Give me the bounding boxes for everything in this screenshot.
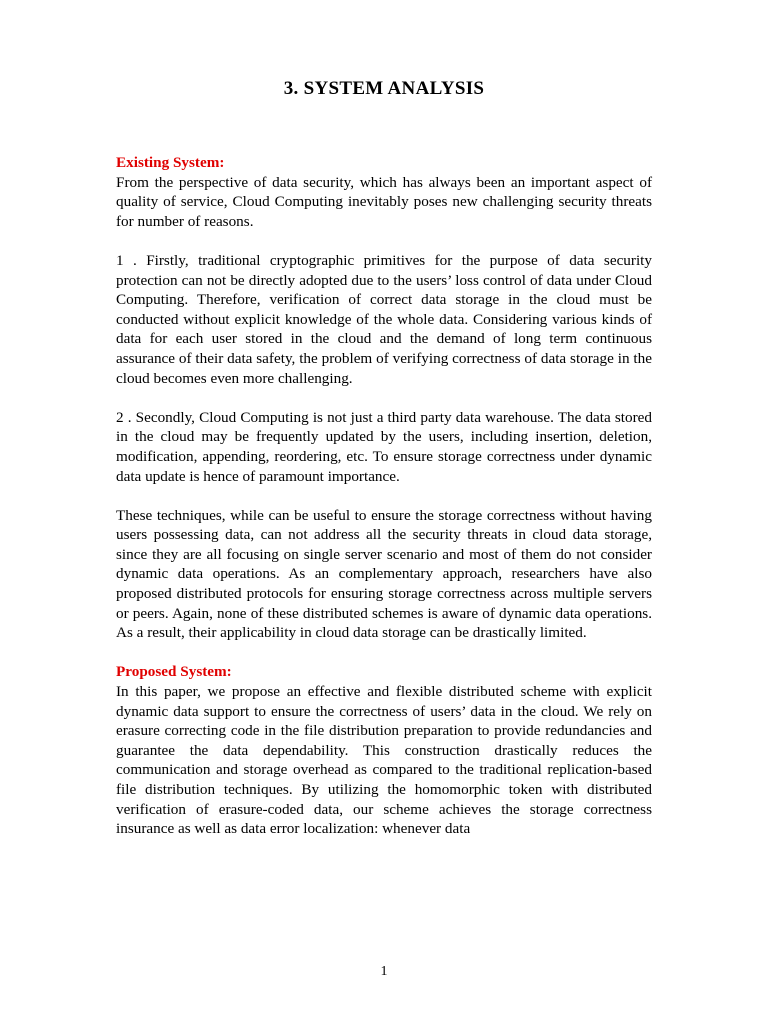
proposed-system-heading: Proposed System: — [116, 663, 232, 681]
proposed-system-paragraph: In this paper, we propose an effective and flexible distributed scheme with explicit dynamic data support to ensure the correctness of users’ data in the cloud. We rely on erasure correcting code in the file distribution preparation to provide redundancies and guarantee the data dependability. This construction drastically reduces the communication and storage overhead as compared to the traditional replication-based file distribution techniques. By utilizing the homomorphic token with distributed verification of erasure-coded data, our scheme achieves the storage correctness insurance as well as data error localization: whenever data — [116, 683, 652, 838]
existing-system-point-2-paragraph: 2 . Secondly, Cloud Computing is not just a third party data warehouse. The data stored in the cloud may be frequently updated by the users, including insertion, deletion, modification, appending, reordering, etc. To ensure storage correctness under dynamic data update is hence of paramount importance. — [116, 408, 652, 485]
document-body — [116, 153, 652, 839]
existing-system-heading: Existing System: — [116, 154, 225, 171]
existing-system-point-1-paragraph: 1 . Firstly, traditional cryptographic primitives for the purpose of data security protection can not be directly adopted due to the users’ loss control of data under Cloud Computing. Therefore, verification of correct data storage in the cloud must be conducted without explicit knowledge of the whole data. Considering various kinds of data for each user stored in the cloud and the demand of long term continuous assurance of their data safety, the problem of verifying correctness of data storage in the cloud becomes even more challenging. — [116, 251, 652, 387]
existing-system-intro-paragraph: From the perspective of data security, which has always been an important aspect of quality of service, Cloud Computing inevitably poses new challenging security threats for number of reasons. — [116, 173, 652, 230]
page-number: 1 — [380, 964, 388, 979]
existing-system-techniques-paragraph: These techniques, while can be useful to ensure the storage correctness without having users possessing data, can not address all the security threats in cloud data storage, since they are all focusing on single server scenario and most of them do not consider dynamic data operations. As an complementary approach, researchers have also proposed distributed protocols for ensuring storage correctness across multiple servers or peers. Again, none of these distributed schemes is aware of dynamic data operations. As a result, their applicability in cloud data storage can be drastically limited. — [116, 506, 652, 642]
page-title: 3. SYSTEM ANALYSIS — [283, 78, 485, 99]
